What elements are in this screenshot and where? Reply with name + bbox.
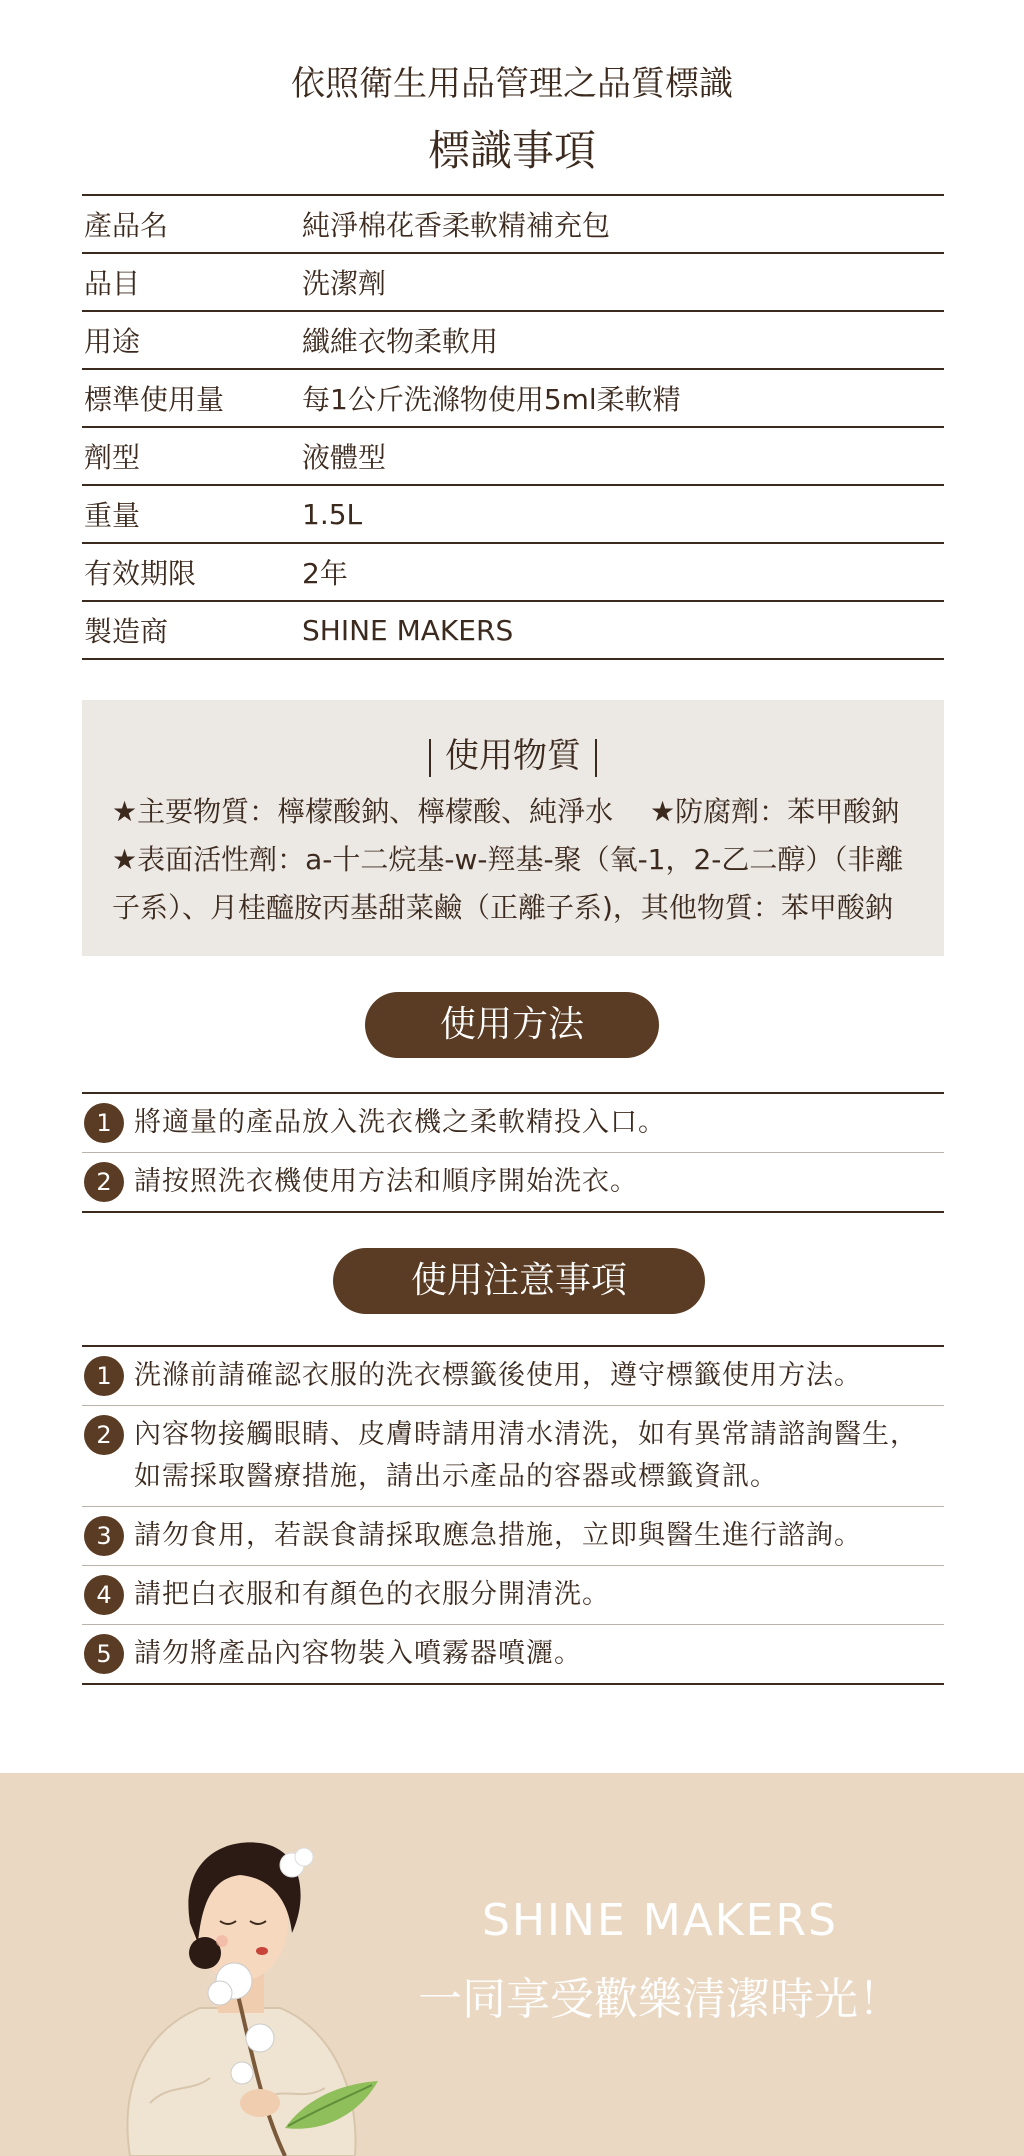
usage-list xyxy=(82,1092,944,1213)
list-item-text: 將適量的產品放入洗衣機之柔軟精投入口。 xyxy=(134,1107,666,1138)
usage-heading: 使用方法 xyxy=(365,992,659,1058)
divider xyxy=(429,739,431,777)
spec-label: 有效期限 xyxy=(84,557,197,590)
number-badge: 1 xyxy=(84,1356,124,1396)
spec-label: 產品名 xyxy=(84,209,169,242)
woman-with-cotton-illustration xyxy=(110,1803,390,2156)
number-badge: 5 xyxy=(84,1634,124,1674)
divider xyxy=(595,739,597,777)
spec-row-dosage xyxy=(82,370,944,428)
number-badge: 1 xyxy=(84,1103,124,1143)
spec-value: 2年 xyxy=(302,557,348,590)
spec-row-manufacturer xyxy=(82,602,944,660)
substances-panel xyxy=(82,700,944,956)
spec-label: 製造商 xyxy=(84,615,169,648)
spec-row-purpose xyxy=(82,312,944,370)
substances-title-wrap xyxy=(82,728,944,777)
spec-value: 纖維衣物柔軟用 xyxy=(302,325,499,358)
list-item xyxy=(82,1406,944,1507)
spec-value: 純淨棉花香柔軟精補充包 xyxy=(302,209,611,242)
substances-line: 子系）、月桂醯胺丙基甜菜鹼（正離子系)，其他物質：苯甲酸鈉 xyxy=(112,891,893,924)
number-badge: 3 xyxy=(84,1516,124,1556)
spec-value: 1.5L xyxy=(302,497,363,531)
spec-table xyxy=(82,194,944,660)
list-item-text: 請把白衣服和有顏色的衣服分開清洗。 xyxy=(134,1579,610,1610)
spec-value: SHINE MAKERS xyxy=(302,613,514,647)
list-item-text: 請按照洗衣機使用方法和順序開始洗衣。 xyxy=(134,1166,638,1197)
spec-label: 重量 xyxy=(84,499,141,532)
footer-banner xyxy=(0,1773,1024,2156)
number-badge: 4 xyxy=(84,1575,124,1615)
spec-row-form xyxy=(82,428,944,486)
spec-row-product-name xyxy=(82,196,944,254)
list-item xyxy=(82,1153,944,1211)
list-item-text: 內容物接觸眼睛、皮膚時請用清水清洗，如有異常請諮詢醫生，如需採取醫療措施，請出示產品的容器或標籤資訊。 xyxy=(134,1419,918,1492)
spec-value: 洗潔劑 xyxy=(302,267,387,300)
cautions-heading: 使用注意事項 xyxy=(333,1248,705,1314)
list-item-text: 請勿食用，若誤食請採取應急措施，立即與醫生進行諮詢。 xyxy=(134,1520,862,1551)
list-item xyxy=(82,1347,944,1406)
number-badge: 2 xyxy=(84,1415,124,1455)
list-item-text: 洗滌前請確認衣服的洗衣標籤後使用，遵守標籤使用方法。 xyxy=(134,1360,862,1391)
footer-brand: SHINE MAKERS xyxy=(482,1895,838,1946)
list-item-text: 請勿將產品內容物裝入噴霧器噴灑。 xyxy=(134,1638,582,1669)
spec-label: 用途 xyxy=(84,325,141,358)
list-item xyxy=(82,1094,944,1153)
list-item xyxy=(82,1625,944,1683)
substances-text xyxy=(112,788,918,932)
spec-value: 液體型 xyxy=(302,441,387,474)
cautions-list xyxy=(82,1345,944,1685)
spec-row-weight xyxy=(82,486,944,544)
substances-line: ★主要物質：檸檬酸鈉、檸檬酸、純淨水 ★防腐劑：苯甲酸鈉 xyxy=(112,795,900,828)
footer-slogan: 一同享受歡樂清潔時光！ xyxy=(418,1974,902,2025)
spec-label: 標準使用量 xyxy=(84,383,225,416)
list-item xyxy=(82,1566,944,1625)
spec-row-expiry xyxy=(82,544,944,602)
spec-label: 品目 xyxy=(84,267,141,300)
spec-label: 劑型 xyxy=(84,441,141,474)
spec-row-category xyxy=(82,254,944,312)
substances-line: ★表面活性劑：a-十二烷基-w-羥基-聚（氧-1，2-乙二醇）（非離 xyxy=(112,843,904,876)
page-title: 標識事項 xyxy=(427,126,596,175)
list-item xyxy=(82,1507,944,1566)
number-badge: 2 xyxy=(84,1162,124,1202)
spec-value: 每1公斤洗滌物使用5ml柔軟精 xyxy=(302,383,681,416)
header-subtitle: 依照衛生用品管理之品質標識 xyxy=(291,64,733,104)
substances-title: 使用物質 xyxy=(445,736,581,776)
